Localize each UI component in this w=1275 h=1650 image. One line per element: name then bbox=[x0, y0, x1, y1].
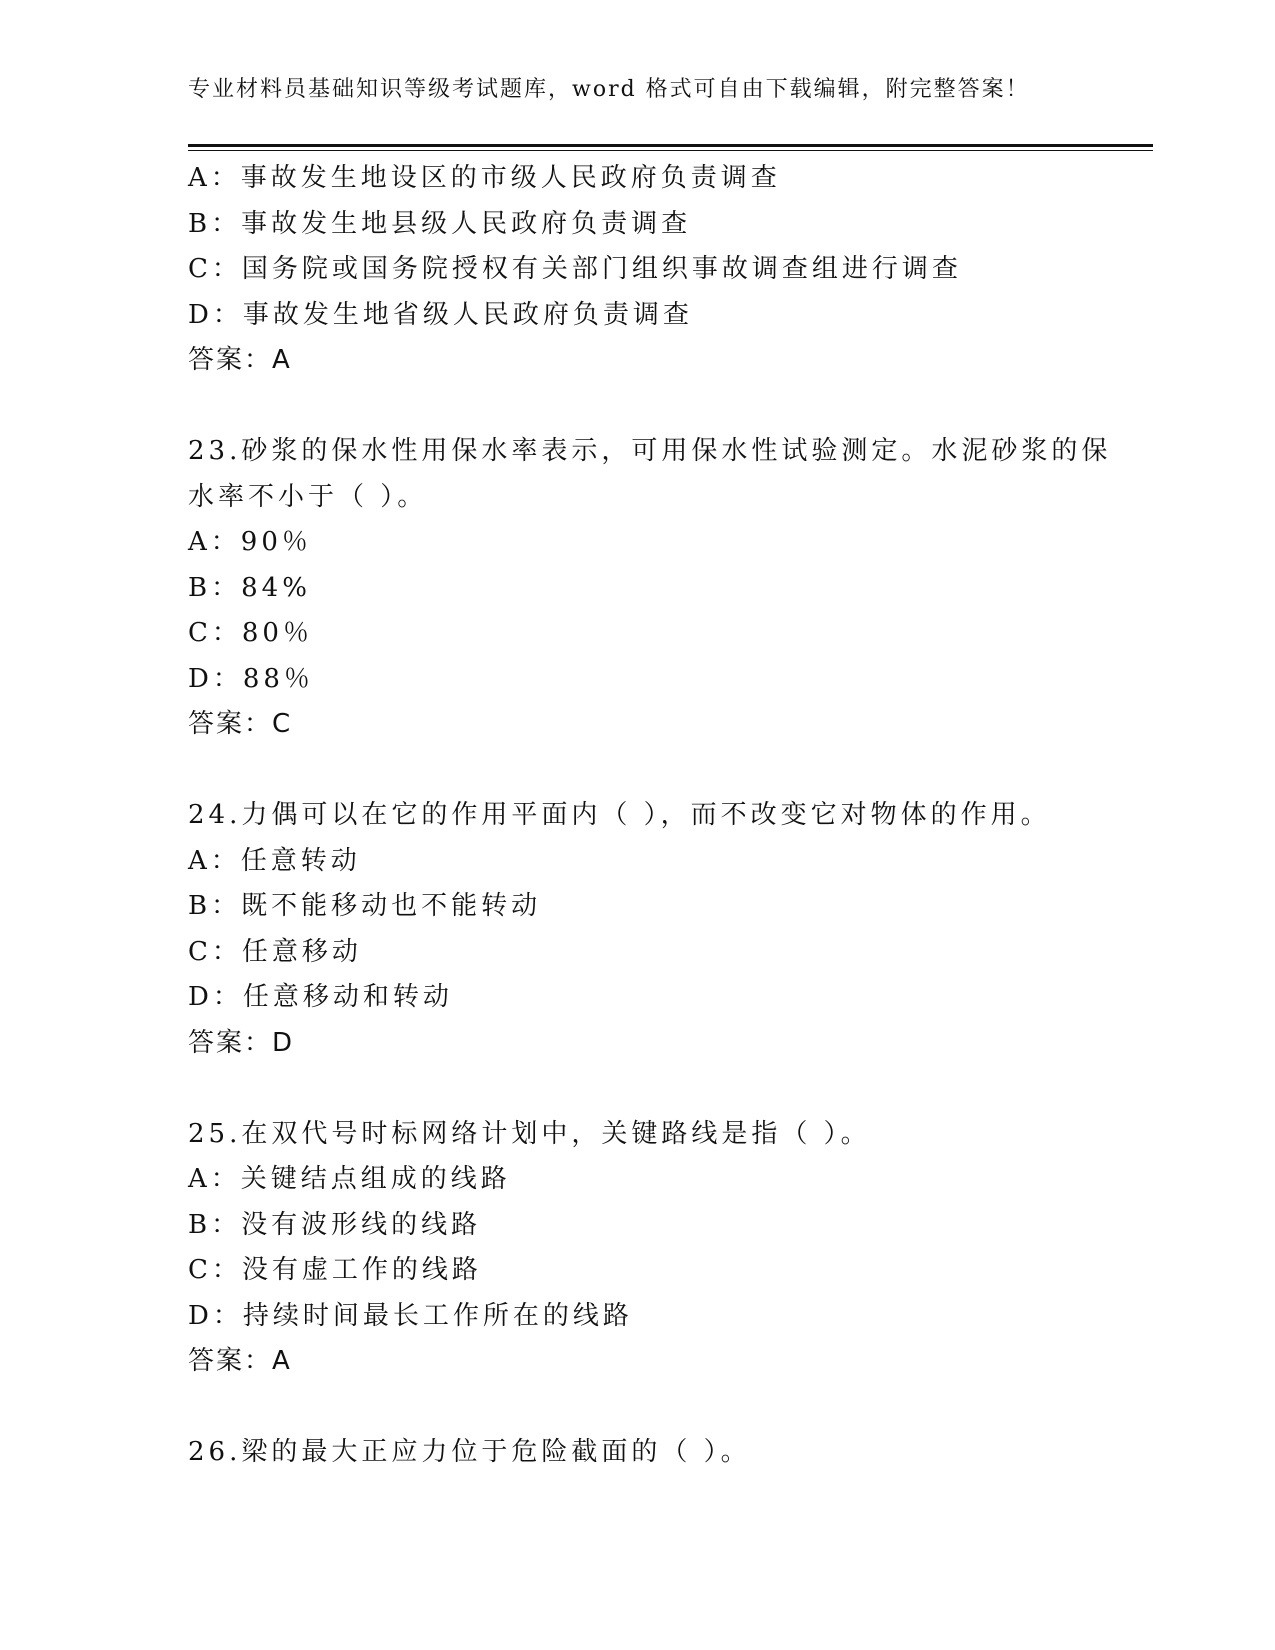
answer-option: C：80％ bbox=[188, 618, 313, 648]
question-stem-line: 23.砂浆的保水性用保水率表示，可用保水性试验测定。水泥砂浆的保 bbox=[188, 436, 1112, 466]
answer-option: A：任意转动 bbox=[188, 845, 361, 876]
block-spacer bbox=[188, 1385, 1088, 1431]
answer-option: A：关键结点组成的线路 bbox=[188, 1164, 511, 1194]
answer-option: C：没有虚工作的线路 bbox=[188, 1255, 482, 1285]
answer-key: 答案：A bbox=[188, 1346, 292, 1376]
answer-key: 答案：A bbox=[188, 345, 292, 375]
answer-option: C：国务院或国务院授权有关部门组织事故调查组进行调查 bbox=[188, 254, 962, 284]
header-rule-thick bbox=[188, 144, 1153, 147]
answer-option: A：90％ bbox=[188, 527, 312, 557]
question-list bbox=[188, 156, 1112, 1476]
question-stem-line: 水率不小于（ ）。 bbox=[188, 481, 428, 512]
question-block bbox=[188, 1066, 1088, 1385]
answer-key: 答案：C bbox=[188, 709, 293, 739]
answer-option: D：持续时间最长工作所在的线路 bbox=[188, 1300, 633, 1331]
answer-option: B：84% bbox=[188, 572, 311, 603]
question-stem-line: 24.力偶可以在它的作用平面内（ ），而不改变它对物体的作用。 bbox=[188, 800, 1051, 830]
block-spacer bbox=[188, 748, 1088, 794]
answer-option: D：任意移动和转动 bbox=[188, 982, 453, 1012]
answer-option: A：事故发生地设区的市级人民政府负责调查 bbox=[188, 163, 781, 193]
question-block bbox=[188, 156, 1088, 384]
answer-option: D：88％ bbox=[188, 663, 314, 694]
answer-option: B：没有波形线的线路 bbox=[188, 1209, 482, 1240]
block-spacer bbox=[188, 1066, 1088, 1112]
question-block bbox=[188, 1385, 1088, 1476]
answer-option: B：既不能移动也不能转动 bbox=[188, 891, 542, 921]
question-block bbox=[188, 384, 1112, 748]
page-header: 专业材料员基础知识等级考试题库，word 格式可自由下载编辑，附完整答案！ bbox=[188, 77, 1030, 102]
header-rule-thin bbox=[188, 150, 1153, 151]
answer-option: D：事故发生地省级人民政府负责调查 bbox=[188, 299, 693, 330]
answer-option: B：事故发生地县级人民政府负责调查 bbox=[188, 208, 692, 239]
question-stem-line: 26.梁的最大正应力位于危险截面的（ ）。 bbox=[188, 1437, 751, 1467]
block-spacer bbox=[188, 384, 1088, 430]
answer-key: 答案：D bbox=[188, 1027, 295, 1058]
question-block bbox=[188, 748, 1088, 1067]
question-stem-line: 25.在双代号时标网络计划中，关键路线是指（ ）。 bbox=[188, 1118, 871, 1149]
answer-option: C：任意移动 bbox=[188, 936, 362, 967]
